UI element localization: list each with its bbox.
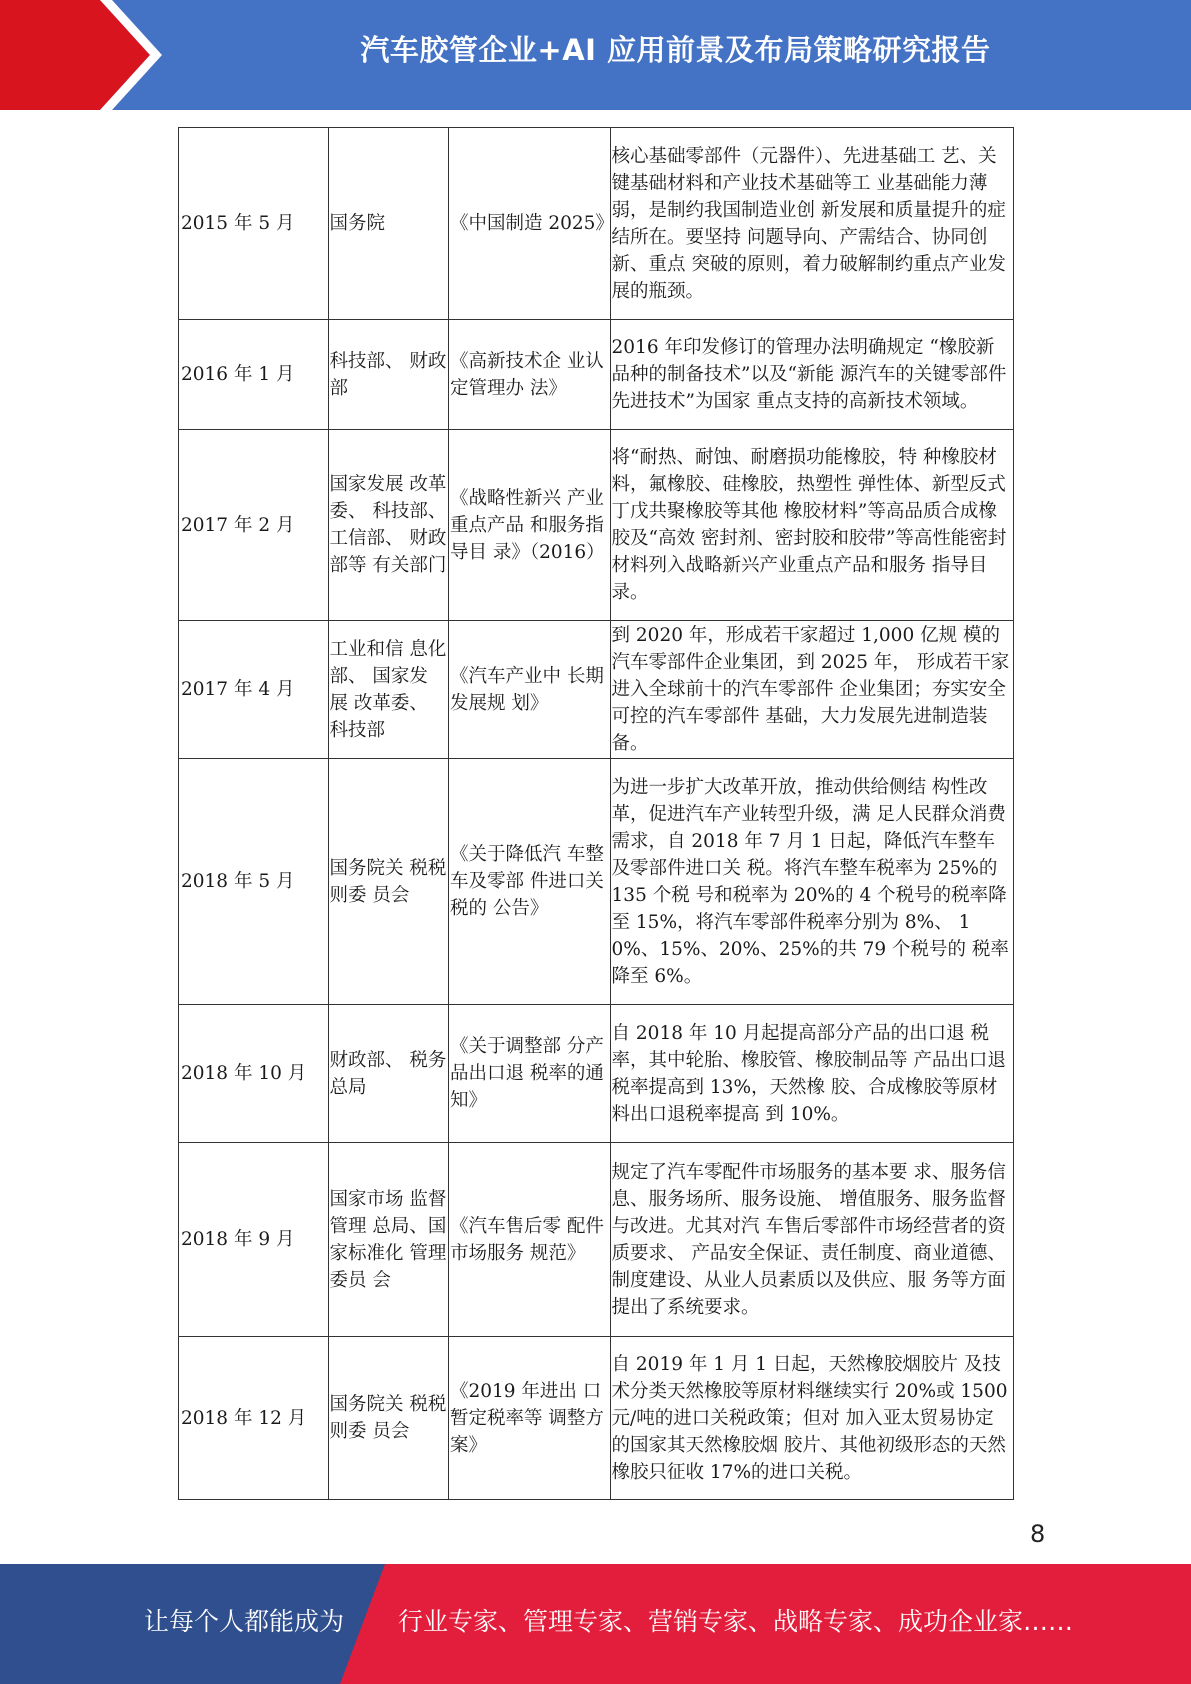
cell-doc: 《战略性新兴 产业重点产品 和服务指导目 录》（2016）	[448, 430, 610, 621]
table-row	[179, 759, 1014, 1005]
cell-dept: 国家市场 监督管理 总局、国 家标准化 管理委员 会	[328, 1143, 448, 1337]
table-row	[179, 320, 1014, 430]
page-number: 8	[1030, 1520, 1046, 1548]
cell-doc: 《中国制造 2025》	[448, 128, 610, 320]
cell-dept: 工业和信 息化部、 国家发 展 改革委、 科技部	[328, 621, 448, 759]
cell-date: 2015 年 5 月	[179, 128, 329, 320]
cell-content: 自 2018 年 10 月起提高部分产品的出口退 税率，其中轮胎、橡胶管、橡胶制品等 产品出口退税率提高到 13%，天然橡 胶、合成橡胶等原材料出口退税率提高 到 10%。	[610, 1005, 1013, 1143]
cell-content: 核心基础零部件（元器件）、先进基础工 艺、关键基础材料和产业技术基础等工 业基础能力薄弱，是制约我国制造业创 新发展和质量提升的症结所在。要坚持 问题导向、产需结合、协同创新、重点 突破的原则，着力破解制约重点产业发 展的瓶颈。	[610, 128, 1013, 320]
cell-date: 2018 年 9 月	[179, 1143, 329, 1337]
cell-content: 将“耐热、耐蚀、耐磨损功能橡胶，特 种橡胶材料，氟橡胶、硅橡胶，热塑性 弹性体、新型反式丁戊共聚橡胶等其他 橡胶材料”等高品质合成橡胶及“高效 密封剂、密封胶和胶带”等高性能密封 材料列入战略新兴产业重点产品和服务 指导目录。	[610, 430, 1013, 621]
cell-dept: 国家发展 改革委、 科技部、 工信部、 财政部等 有关部门	[328, 430, 448, 621]
cell-content: 规定了汽车零配件市场服务的基本要 求、服务信息、服务场所、服务设施、 增值服务、服务监督与改进。尤其对汽 车售后零部件市场经营者的资质要求、 产品安全保证、责任制度、商业道德、 制度建设、从业人员素质以及供应、服 务等方面提出了系统要求。	[610, 1143, 1013, 1337]
table-row	[179, 1337, 1014, 1500]
table-row	[179, 430, 1014, 621]
footer-slogan-right: 行业专家、管理专家、营销专家、战略专家、成功企业家……	[398, 1607, 1074, 1636]
page-header	[0, 0, 1191, 110]
cell-doc: 《关于降低汽 车整车及零部 件进口关税的 公告》	[448, 759, 610, 1005]
cell-doc: 《高新技术企 业认定管理办 法》	[448, 320, 610, 430]
report-title: 汽车胶管企业+AI 应用前景及布局策略研究报告	[360, 33, 991, 67]
cell-doc: 《关于调整部 分产品出口退 税率的通知》	[448, 1005, 610, 1143]
cell-content: 2016 年印发修订的管理办法明确规定 “橡胶新品种的制备技术”以及“新能 源汽车的关键零部件先进技术”为国家 重点支持的高新技术领域。	[610, 320, 1013, 430]
cell-dept: 国务院关 税税则委 员会	[328, 1337, 448, 1500]
cell-dept: 国务院	[328, 128, 448, 320]
cell-doc: 《2019 年进出 口暂定税率等 调整方案》	[448, 1337, 610, 1500]
cell-date: 2016 年 1 月	[179, 320, 329, 430]
footer-slogan-left: 让每个人都能成为	[144, 1607, 345, 1636]
table-row	[179, 1005, 1014, 1143]
cell-dept: 国务院关 税税则委 员会	[328, 759, 448, 1005]
cell-dept: 财政部、 税务总局	[328, 1005, 448, 1143]
cell-date: 2018 年 12 月	[179, 1337, 329, 1500]
cell-content: 自 2019 年 1 月 1 日起，天然橡胶烟胶片 及技术分类天然橡胶等原材料继续实行 20%或 1500 元/吨的进口关税政策；但对 加入亚太贸易协定的国家其天然橡胶烟 胶片、其他初级形态的天然橡胶只征收 17%的进口关税。	[610, 1337, 1013, 1500]
policy-table	[178, 127, 1014, 1500]
cell-doc: 《汽车产业中 长期发展规 划》	[448, 621, 610, 759]
cell-date: 2017 年 4 月	[179, 621, 329, 759]
cell-content: 到 2020 年，形成若干家超过 1,000 亿规 模的汽车零部件企业集团，到 2025 年， 形成若干家进入全球前十的汽车零部件 企业集团；夯实安全可控的汽车零部件 基础，大力发展先进制造装备。	[610, 621, 1013, 759]
cell-date: 2018 年 5 月	[179, 759, 329, 1005]
table-row	[179, 128, 1014, 320]
cell-date: 2018 年 10 月	[179, 1005, 329, 1143]
table-row	[179, 1143, 1014, 1337]
cell-content: 为进一步扩大改革开放，推动供给侧结 构性改革，促进汽车产业转型升级，满 足人民群众消费需求，自 2018 年 7 月 1 日起，降低汽车整车及零部件进口关 税。将汽车整车税率为 25%的 135 个税 号和税率为 20%的 4 个税号的税率降至 15%，将汽车零部件税率分别为 8%、 10%、15%、20%、25%的共 79 个税号的 税率降至 6%。	[610, 759, 1013, 1005]
table-row	[179, 621, 1014, 759]
page-footer	[0, 1564, 1191, 1684]
cell-date: 2017 年 2 月	[179, 430, 329, 621]
header-arrow-icon	[0, 0, 170, 110]
cell-dept: 科技部、 财政部	[328, 320, 448, 430]
cell-doc: 《汽车售后零 配件市场服务 规范》	[448, 1143, 610, 1337]
